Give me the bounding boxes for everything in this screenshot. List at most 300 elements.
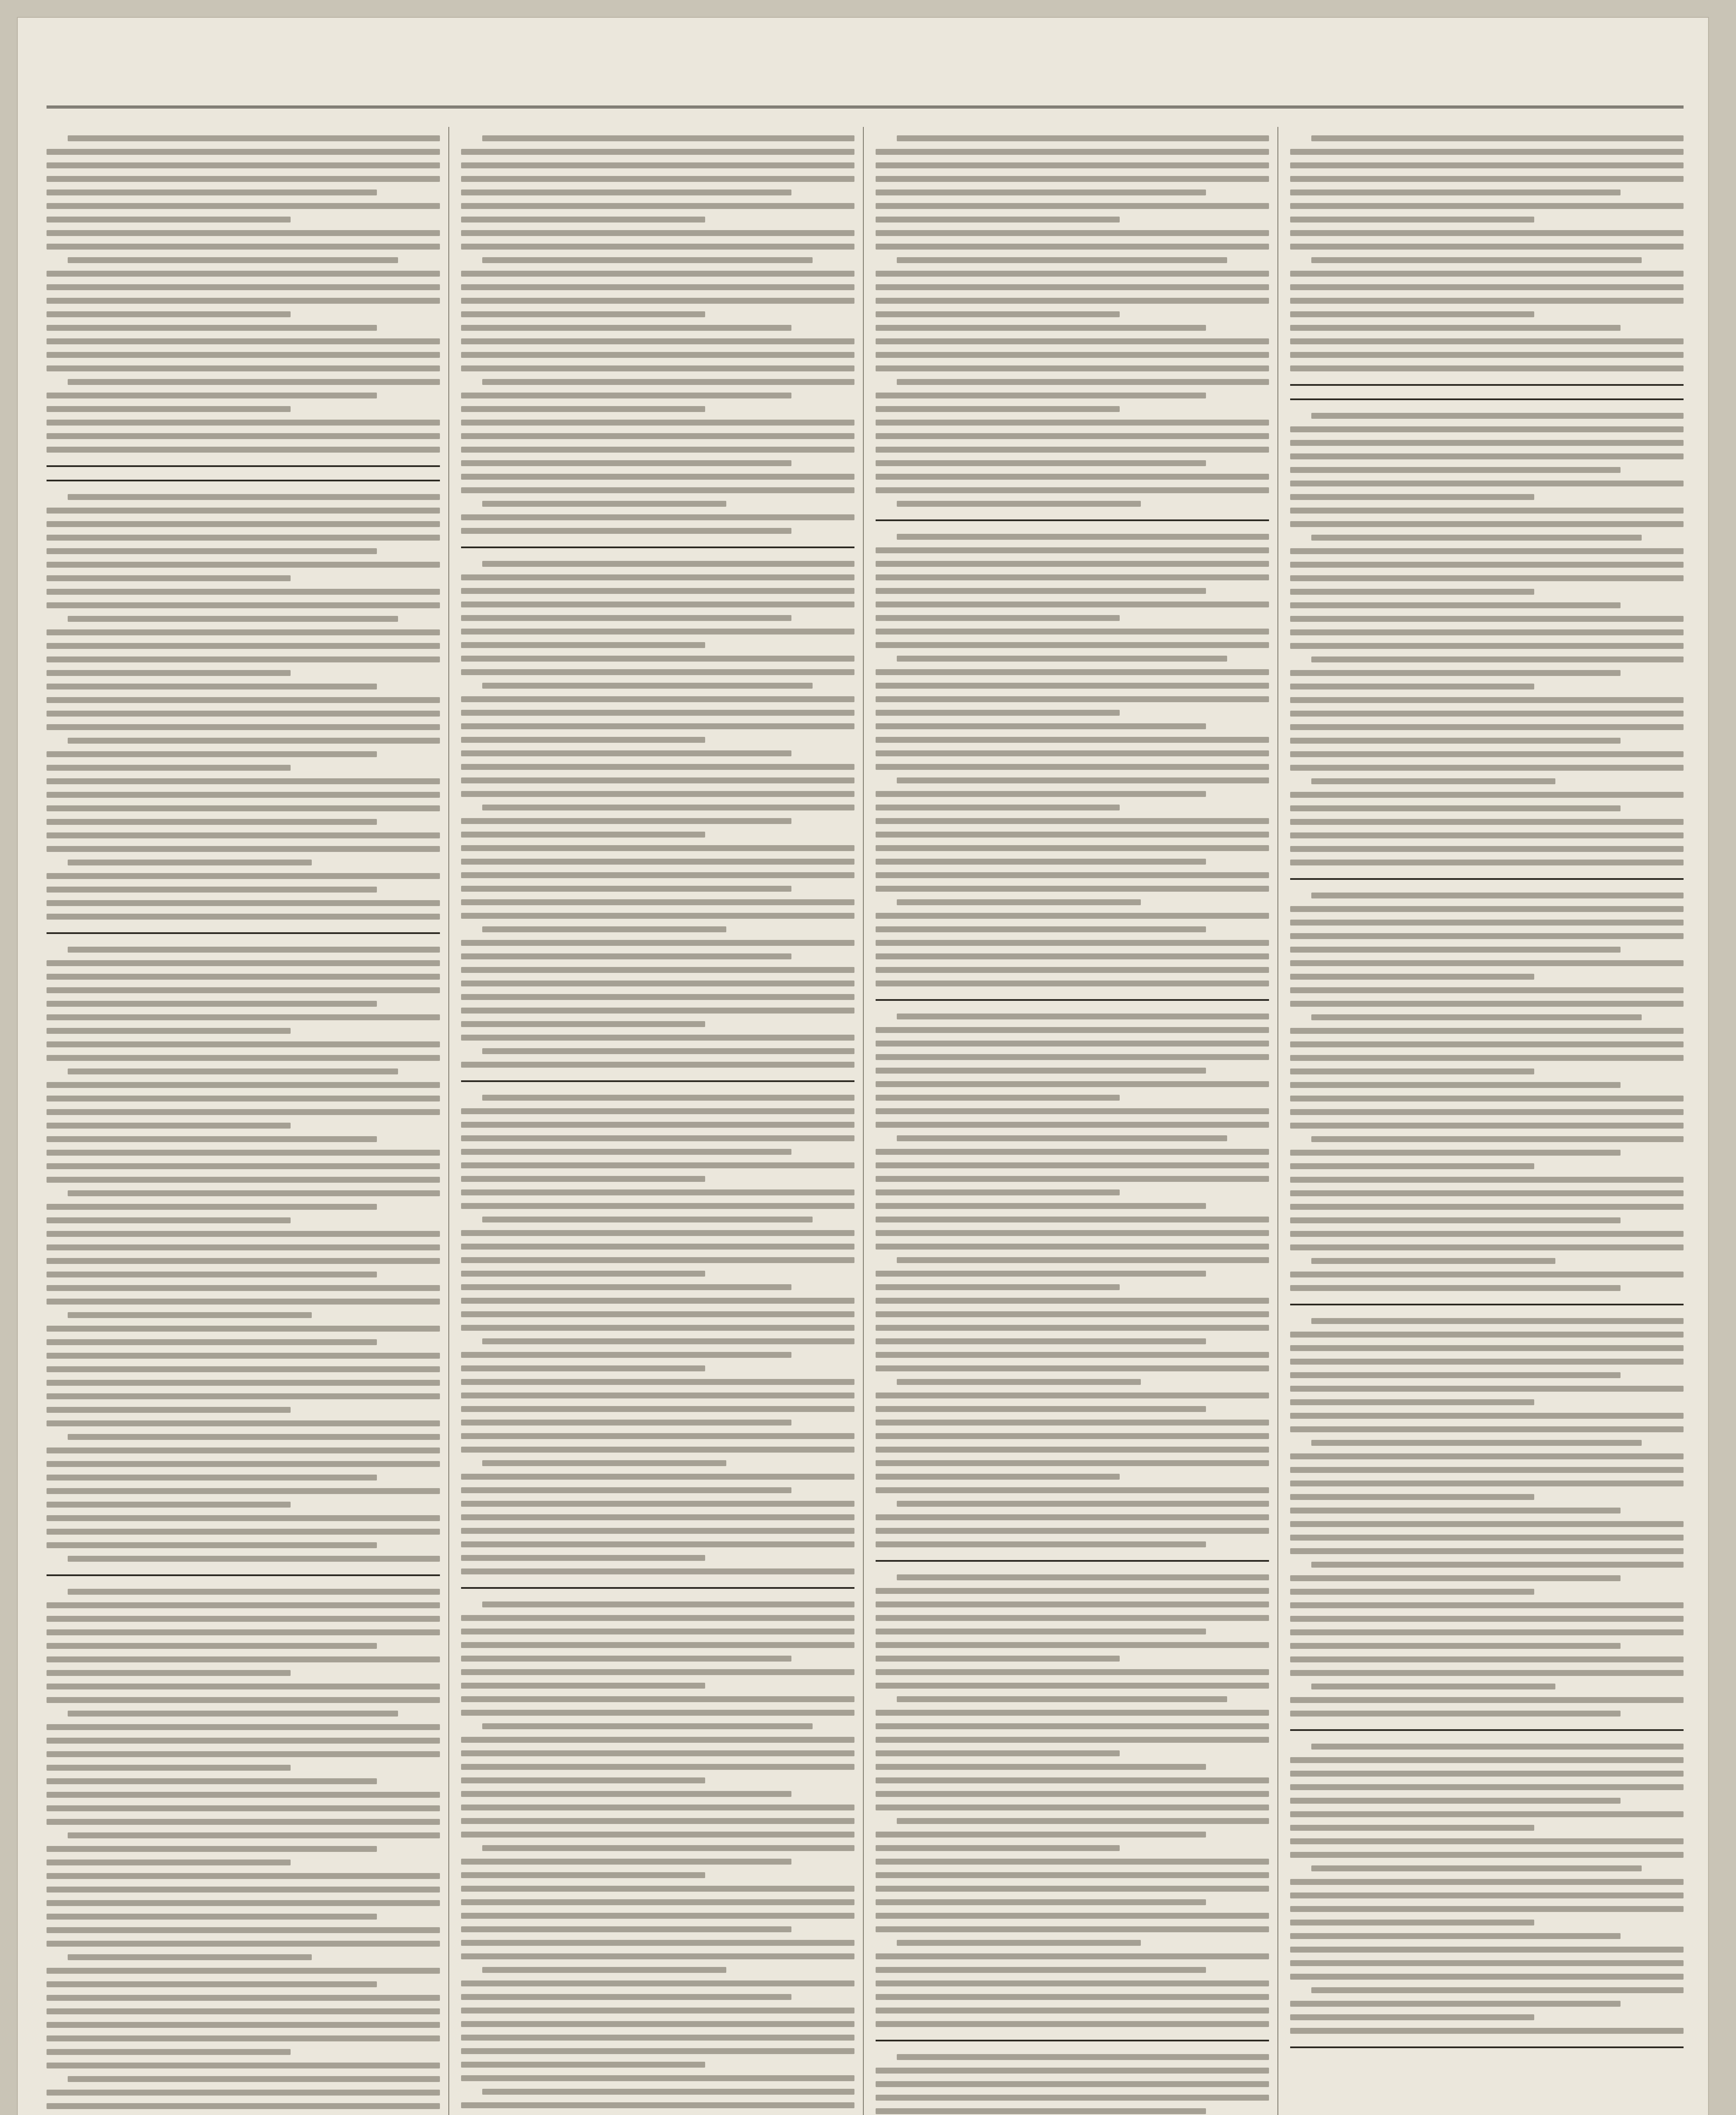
text-line [897, 1257, 1269, 1263]
text-line [876, 723, 1206, 729]
text-line [1290, 974, 1534, 980]
text-line [1290, 947, 1621, 953]
text-line [876, 1805, 1269, 1810]
text-line [461, 487, 854, 493]
text-line [876, 1683, 1269, 1689]
text-line [1290, 819, 1684, 825]
text-line [1290, 1811, 1684, 1817]
column-1 [47, 123, 440, 2115]
page-banner [47, 38, 1684, 108]
text-line [1290, 1028, 1684, 1034]
text-line [47, 1109, 440, 1115]
text-line [482, 2089, 854, 2095]
text-line [461, 710, 854, 716]
text-line [461, 1568, 854, 1574]
text-line [1290, 203, 1684, 209]
text-line [1290, 1784, 1684, 1790]
text-line [461, 723, 854, 729]
text-line [47, 1502, 291, 1508]
text-line [47, 1765, 291, 1771]
section-rule [876, 519, 1269, 521]
section-rule [876, 1560, 1269, 1562]
text-line [47, 960, 440, 966]
text-line [876, 832, 1269, 838]
text-line [461, 1541, 854, 1547]
text-line [482, 1723, 813, 1729]
text-line [1290, 589, 1534, 595]
text-line [897, 1574, 1269, 1580]
text-line [47, 508, 440, 514]
text-line [47, 1529, 440, 1535]
text-line [876, 1629, 1206, 1634]
text-line [1290, 616, 1684, 622]
text-line [876, 1845, 1120, 1851]
text-line [47, 1014, 440, 1020]
text-line [47, 670, 291, 676]
text-line [1290, 1521, 1684, 1527]
text-line [876, 244, 1269, 250]
text-line [68, 1312, 312, 1318]
text-line [47, 1860, 291, 1865]
article-block [1290, 413, 1684, 865]
text-line [1290, 1109, 1684, 1115]
text-line [461, 1230, 854, 1236]
text-line [461, 832, 705, 838]
text-line [876, 872, 1269, 878]
text-line [47, 1244, 440, 1250]
text-line [1311, 1440, 1642, 1446]
text-line [1290, 920, 1684, 926]
text-line [1311, 1684, 1555, 1689]
text-line [1290, 1616, 1684, 1622]
text-line [1290, 1670, 1684, 1676]
text-line [461, 669, 854, 675]
text-line [876, 1203, 1206, 1209]
text-line [482, 561, 854, 567]
text-line [1290, 440, 1684, 446]
text-line [1290, 1272, 1684, 1277]
article-block [47, 947, 440, 1562]
text-line [1290, 1798, 1621, 1804]
text-line [876, 1601, 1269, 1607]
article-block [876, 1574, 1269, 2027]
text-line [1290, 792, 1684, 798]
text-line [876, 737, 1269, 743]
text-line [876, 1284, 1120, 1290]
text-line [47, 832, 440, 838]
text-line [876, 1777, 1269, 1783]
text-line [876, 1474, 1120, 1480]
text-line [461, 1501, 854, 1507]
text-line [1290, 176, 1684, 182]
text-line [47, 176, 440, 182]
text-line [47, 1670, 291, 1676]
text-line [461, 1189, 854, 1195]
text-line [876, 615, 1120, 621]
text-line [47, 900, 440, 906]
text-line [461, 420, 854, 426]
section-rule [47, 932, 440, 934]
text-line [1290, 162, 1684, 168]
text-line [876, 338, 1269, 344]
text-line [482, 1845, 854, 1851]
text-line [876, 1054, 1269, 1060]
text-line [482, 1967, 726, 1973]
text-line [461, 1899, 854, 1905]
text-line [461, 514, 854, 520]
text-line [876, 1656, 1120, 1662]
text-line [47, 1177, 440, 1183]
text-line [876, 2095, 1269, 2101]
text-line [1290, 1359, 1684, 1365]
column-rule [863, 127, 864, 2115]
text-line [461, 1487, 791, 1493]
text-line [1290, 1285, 1621, 1291]
text-line [876, 926, 1206, 932]
text-line [1290, 1177, 1684, 1183]
text-line [461, 1832, 854, 1838]
text-line [47, 1163, 440, 1169]
text-line [47, 1082, 440, 1088]
text-line [461, 338, 854, 344]
text-line [876, 1615, 1269, 1621]
text-line [876, 588, 1206, 594]
text-line [876, 1393, 1269, 1398]
text-line [461, 656, 854, 662]
text-line [461, 845, 854, 851]
text-line [47, 1041, 440, 1047]
text-line [461, 2021, 854, 2027]
text-line [461, 149, 854, 155]
text-line [876, 1750, 1120, 1756]
text-line [876, 365, 1269, 371]
text-line [68, 494, 440, 500]
text-line [1290, 1771, 1684, 1777]
text-line [876, 1338, 1206, 1344]
text-line [461, 217, 705, 222]
text-line [68, 2076, 440, 2082]
text-line [47, 1887, 440, 1893]
text-line [461, 574, 854, 580]
text-line [876, 487, 1269, 493]
article-block [876, 2054, 1269, 2115]
text-line [68, 860, 312, 865]
text-line [876, 284, 1269, 290]
column-3 [876, 123, 1269, 2115]
text-line [1290, 271, 1684, 277]
text-line [1290, 1602, 1684, 1608]
text-line [47, 2090, 440, 2096]
section-rule [461, 1587, 854, 1589]
text-line [876, 1068, 1206, 1074]
text-line [461, 1953, 854, 1959]
text-line [876, 433, 1269, 439]
text-line [47, 162, 440, 168]
text-line [897, 257, 1227, 263]
text-line [461, 352, 854, 358]
text-line [461, 1737, 854, 1743]
text-line [47, 2103, 440, 2109]
text-line [876, 845, 1269, 851]
text-line [461, 1926, 791, 1932]
text-line [47, 1819, 440, 1825]
text-line [1290, 1879, 1684, 1885]
text-line [876, 750, 1269, 756]
text-line [47, 2022, 440, 2028]
text-line [47, 589, 440, 595]
text-line [876, 1460, 1269, 1466]
text-line [1290, 1974, 1684, 1980]
text-line [876, 710, 1120, 716]
article-block [1290, 135, 1684, 371]
text-line [47, 656, 440, 662]
text-line [1290, 832, 1684, 838]
text-line [47, 751, 377, 757]
text-line [47, 1697, 440, 1703]
text-line [461, 1393, 854, 1398]
article-block [1290, 1318, 1684, 1717]
text-line [1290, 494, 1534, 500]
text-line [876, 2108, 1206, 2114]
text-line [47, 873, 440, 879]
text-line [1290, 738, 1621, 744]
article-block [876, 135, 1269, 507]
text-line [1290, 684, 1534, 689]
text-line [1290, 765, 1684, 771]
text-line [47, 1927, 440, 1933]
text-line [897, 1501, 1269, 1507]
text-line [47, 711, 440, 717]
text-line [1290, 284, 1684, 290]
text-line [461, 615, 791, 621]
text-line [876, 1298, 1269, 1304]
text-line [68, 1556, 440, 1562]
text-line [1290, 805, 1621, 811]
text-line [461, 1325, 854, 1331]
section-rule [876, 999, 1269, 1001]
text-line [461, 406, 705, 412]
text-line [876, 1791, 1269, 1797]
text-line [1290, 1163, 1534, 1169]
text-line [897, 1696, 1227, 1702]
text-line [461, 365, 854, 371]
text-line [461, 981, 854, 986]
text-line [897, 1014, 1269, 1019]
text-line [1290, 1589, 1534, 1595]
article-block [461, 1601, 854, 2115]
text-line [876, 791, 1206, 797]
text-line [897, 534, 1269, 540]
text-line [47, 1643, 377, 1649]
text-line [876, 2081, 1269, 2087]
text-line [47, 724, 440, 730]
text-line [47, 1339, 377, 1345]
text-line [47, 1488, 440, 1494]
text-line [1290, 1001, 1684, 1007]
text-line [47, 2035, 440, 2041]
text-line [876, 1230, 1269, 1236]
text-line [68, 1190, 440, 1196]
text-line [47, 352, 440, 358]
text-line [1290, 1345, 1684, 1351]
text-line [461, 311, 705, 317]
text-line [876, 1899, 1206, 1905]
text-line [876, 1041, 1269, 1047]
text-line [1290, 311, 1534, 317]
text-line [1290, 1204, 1684, 1210]
text-line [47, 1285, 440, 1291]
text-line [876, 176, 1269, 182]
text-line [876, 1588, 1269, 1594]
text-line [876, 805, 1120, 810]
text-line [461, 298, 854, 304]
text-line [461, 1365, 705, 1371]
text-line [876, 953, 1269, 959]
text-line [68, 738, 440, 744]
text-line [47, 1461, 440, 1467]
text-line [461, 1257, 854, 1263]
text-line [461, 602, 854, 607]
text-line [461, 1433, 854, 1439]
text-line [461, 1203, 854, 1209]
text-line [1290, 1960, 1684, 1966]
section-rule [47, 1574, 440, 1576]
article-block [461, 1095, 854, 1574]
text-line [1290, 697, 1684, 703]
text-line [461, 1859, 791, 1865]
text-line [47, 521, 440, 527]
section-rule [1290, 398, 1684, 400]
text-line [47, 602, 440, 608]
text-line [461, 2035, 854, 2041]
text-line [897, 501, 1141, 507]
text-line [47, 1616, 440, 1622]
text-line [876, 1189, 1120, 1195]
text-line [876, 230, 1269, 236]
text-line [1290, 860, 1684, 865]
article-block [47, 494, 440, 920]
text-line [47, 1873, 440, 1879]
text-line [47, 1150, 440, 1156]
text-line [1311, 1865, 1642, 1871]
text-line [47, 1001, 377, 1007]
text-line [461, 913, 854, 919]
text-line [68, 1711, 398, 1717]
text-line [876, 1108, 1269, 1114]
text-line [1311, 1014, 1642, 1020]
text-line [482, 805, 854, 810]
text-line [461, 1750, 854, 1756]
text-line [47, 1751, 440, 1757]
column-2 [461, 123, 854, 2115]
text-line [47, 765, 291, 771]
text-line [482, 683, 813, 689]
text-line [482, 1095, 854, 1101]
text-line [47, 1136, 377, 1142]
text-line [461, 588, 854, 594]
text-line [47, 1724, 440, 1730]
text-line [897, 1135, 1227, 1141]
text-line [47, 819, 377, 825]
text-line [461, 1035, 854, 1041]
article-block [1290, 893, 1684, 1291]
text-line [897, 899, 1141, 905]
text-line [876, 217, 1120, 222]
text-line [461, 1994, 791, 2000]
text-line [461, 1710, 854, 1716]
text-line [461, 642, 705, 648]
text-line [461, 176, 854, 182]
text-line [68, 257, 398, 263]
text-line [461, 1406, 854, 1412]
text-line [461, 791, 854, 797]
text-line [1290, 352, 1684, 358]
text-line [876, 1528, 1269, 1534]
text-line [1290, 1082, 1621, 1088]
text-line [1290, 1231, 1684, 1237]
text-line [47, 420, 440, 426]
text-line [1290, 149, 1684, 155]
text-line [47, 433, 440, 439]
text-line [461, 1642, 854, 1648]
text-line [461, 1352, 791, 1358]
text-line [47, 298, 440, 304]
text-line [1290, 1426, 1684, 1432]
text-line [461, 1886, 854, 1892]
text-line [47, 1258, 440, 1264]
text-line [68, 947, 440, 953]
text-line [461, 994, 854, 1000]
text-line [876, 1352, 1269, 1358]
text-line [1290, 1852, 1684, 1858]
text-line [482, 257, 813, 263]
text-line [1290, 987, 1684, 993]
text-line [47, 1515, 440, 1521]
text-line [47, 447, 440, 453]
text-line [47, 230, 440, 236]
text-line [876, 1541, 1206, 1547]
text-line [1290, 1190, 1684, 1196]
column-4 [1290, 123, 1684, 2115]
text-line [1290, 217, 1534, 222]
text-line [461, 474, 854, 480]
text-line [461, 203, 854, 209]
text-line [1290, 906, 1684, 912]
text-line [461, 1244, 854, 1250]
text-line [1290, 1575, 1621, 1581]
text-line [461, 1135, 854, 1141]
text-line [897, 1940, 1141, 1946]
text-line [47, 562, 440, 568]
text-line [1290, 1508, 1621, 1513]
text-line [461, 244, 854, 250]
text-line [876, 696, 1269, 702]
text-line [897, 379, 1269, 385]
text-line [68, 616, 398, 622]
text-line [1311, 778, 1555, 784]
article-block [876, 1014, 1269, 1547]
text-line [482, 1338, 854, 1344]
text-line [1290, 1906, 1684, 1912]
text-line [47, 629, 440, 635]
text-line [876, 574, 1269, 580]
text-line [1290, 1068, 1534, 1074]
text-line [47, 846, 440, 852]
text-line [876, 1325, 1269, 1331]
text-line [876, 271, 1269, 277]
text-line [461, 460, 791, 466]
text-line [1290, 1332, 1684, 1338]
